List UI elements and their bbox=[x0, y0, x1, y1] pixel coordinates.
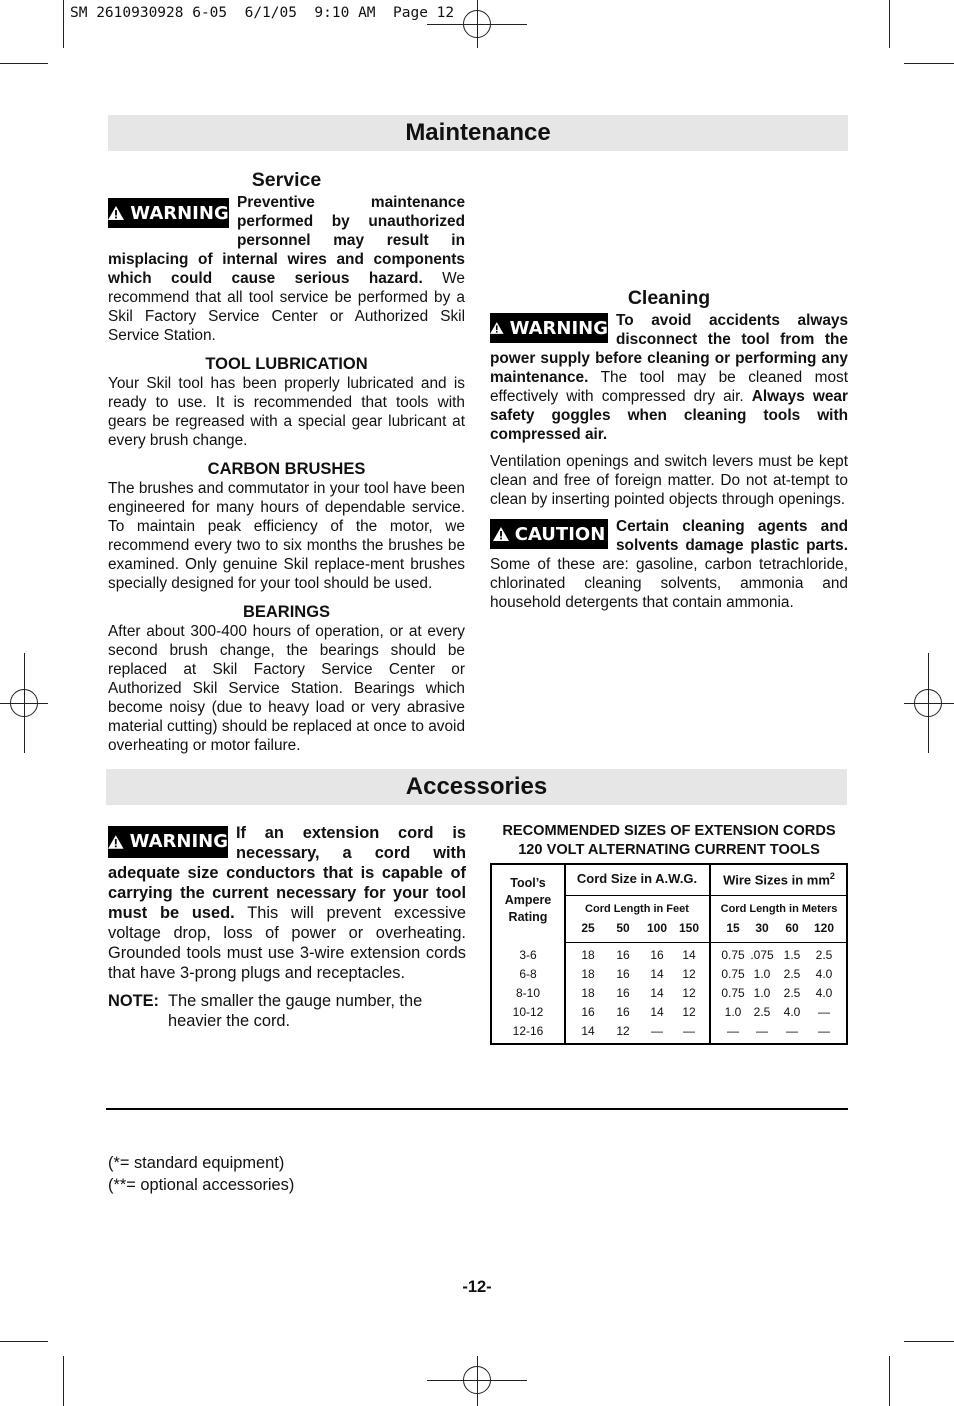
crop-mark bbox=[904, 1341, 954, 1342]
feet-header: Cord Length in Feet bbox=[585, 903, 689, 915]
feet-value: 25 bbox=[581, 921, 595, 935]
caution-warning-text: Certain cleaning agents and solvents damage plastic parts. bbox=[616, 518, 848, 554]
meters-value: 15 bbox=[726, 921, 740, 935]
service-text: We recommend that all tool service be performed by a Skil Factory Service Center or Authorized Skil Service Station. bbox=[108, 270, 465, 344]
mm-cell: 2.5 bbox=[753, 1005, 771, 1019]
awg-cell: 16 bbox=[616, 986, 630, 1000]
mm-cell: — bbox=[786, 1024, 798, 1038]
cleaning-warning-text: To avoid accidents always disconnect the tool from the power supply before cleaning or performing any maintenance. bbox=[490, 312, 848, 386]
awg-cell: 12 bbox=[616, 1024, 630, 1038]
ampere-rating-cell: 12-16 bbox=[512, 1024, 544, 1038]
awg-cell: 16 bbox=[650, 948, 664, 962]
mm-cell: 4.0 bbox=[783, 1005, 801, 1019]
mm-cell: 2.5 bbox=[783, 967, 801, 981]
maintenance-title: Maintenance bbox=[405, 119, 551, 146]
ampere-rating-cell: 10-12 bbox=[512, 1005, 544, 1019]
maintenance-right-column bbox=[490, 286, 848, 612]
crop-mark bbox=[904, 63, 954, 64]
caution-label: CAUTION bbox=[514, 523, 606, 545]
accessories-text: This will prevent excessive voltage drop, loss of power or overheating. Grounded tools must use 3-wire extension cords that have 3-prong plugs and receptacles. bbox=[108, 904, 466, 982]
warning-triangle-icon bbox=[490, 321, 504, 335]
crop-mark bbox=[63, 1356, 64, 1406]
cleaning-text: The tool may be cleaned most effectively with compressed dry air. bbox=[490, 369, 848, 405]
ventilation-text: Ventilation openings and switch levers must be kept clean and free of foreign matter. Do not at-tempt to clean by inserting pointed objects through openings. bbox=[490, 453, 848, 508]
awg-header: Cord Size in A.W.G. bbox=[576, 871, 698, 886]
service-warning-text: Preventive maintenance performed by unauthorized personnel may result in misplacing of internal wires and components which could cause serious hazard. bbox=[108, 194, 465, 287]
warning-badge bbox=[108, 198, 229, 228]
meters-value: 60 bbox=[785, 921, 799, 935]
warning-badge bbox=[108, 826, 228, 858]
mm-cell: 2.5 bbox=[815, 948, 833, 962]
warning-label: WARNING bbox=[129, 831, 228, 852]
table-title-line-2: 120 VOLT ALTERNATING CURRENT TOOLS bbox=[518, 842, 820, 858]
crop-mark bbox=[0, 63, 48, 64]
feet-value: 150 bbox=[678, 921, 700, 935]
feet-value: 50 bbox=[616, 921, 630, 935]
accessories-title: Accessories bbox=[405, 773, 548, 800]
meters-value: 30 bbox=[755, 921, 769, 935]
bearings-text: After about 300-400 hours of operation, or at every second brush change, the bearings should be replaced at Skil Factory Service Center or Authorized Skil Service Station. Bearings which become noisy (due to heavy load or very abrasive material cutting) should be replaced at once to avoid overheating or motor failure. bbox=[108, 623, 465, 754]
awg-cell: 12 bbox=[682, 967, 696, 981]
warning-triangle-icon bbox=[108, 206, 124, 220]
ampere-rating-cell: 6-8 bbox=[519, 967, 537, 981]
cleaning-goggles-text: Always wear safety goggles when cleaning tools with compressed air. bbox=[490, 388, 848, 443]
mm-cell: — bbox=[818, 1005, 830, 1019]
service-paragraph bbox=[108, 193, 465, 345]
accessories-left-column bbox=[108, 823, 466, 1031]
awg-cell: 14 bbox=[650, 986, 664, 1000]
mm-cell: — bbox=[756, 1024, 768, 1038]
awg-cell: 18 bbox=[581, 967, 595, 981]
awg-cell: — bbox=[683, 1024, 695, 1038]
mm-cell: 4.0 bbox=[815, 967, 833, 981]
service-heading: Service bbox=[251, 169, 322, 191]
awg-cell: 14 bbox=[581, 1024, 595, 1038]
awg-cell: 16 bbox=[616, 1005, 630, 1019]
crop-mark bbox=[63, 0, 64, 48]
mm-cell: 0.75 bbox=[721, 967, 745, 981]
note-text: The smaller the gauge number, the heavier the cord. bbox=[168, 992, 423, 1030]
accessories-title-band bbox=[106, 769, 847, 805]
cleaning-paragraph bbox=[490, 311, 848, 444]
warning-label: WARNING bbox=[130, 202, 229, 224]
footnotes bbox=[108, 1152, 294, 1196]
cleaning-heading: Cleaning bbox=[627, 287, 711, 309]
footer-rule bbox=[106, 1108, 848, 1110]
mm-cell: — bbox=[818, 1024, 830, 1038]
print-slug: SM 2610930928 6-05 6/1/05 9:10 AM Page 12 bbox=[70, 5, 455, 21]
mm-cell: 0.75 bbox=[721, 948, 745, 962]
accessories-warning-paragraph bbox=[108, 823, 466, 983]
caution-paragraph bbox=[490, 517, 848, 612]
warning-triangle-icon bbox=[108, 835, 124, 849]
maintenance-title-band bbox=[108, 115, 848, 151]
mm-cell: .075 bbox=[750, 948, 774, 962]
awg-cell: 16 bbox=[616, 948, 630, 962]
caution-text: Some of these are: gasoline, carbon tetrachloride, chlorinated cleaning solvents, ammonia and household detergents that contain ammonia. bbox=[490, 556, 848, 611]
tool-lubrication-heading: TOOL LUBRICATION bbox=[205, 355, 368, 373]
awg-cell: 12 bbox=[682, 1005, 696, 1019]
mm-cell: — bbox=[727, 1024, 739, 1038]
table-title-line-1: RECOMMENDED SIZES OF EXTENSION CORDS bbox=[502, 823, 836, 839]
crop-mark bbox=[889, 0, 890, 48]
ampere-rating-cell: 3-6 bbox=[519, 948, 537, 962]
mm-cell: 0.75 bbox=[721, 986, 745, 1000]
footnote-standard: (*= standard equipment) bbox=[108, 1154, 285, 1172]
carbon-brushes-text: The brushes and commutator in your tool have been engineered for many hours of dependable service. To maintain peak efficiency of the motor, we recommend every two to six months the brushes be examined. Only genuine Skil replace-ment brushes specially designed for your tool should be used. bbox=[108, 480, 465, 592]
awg-cell: 16 bbox=[581, 1005, 595, 1019]
mm-cell: 1.0 bbox=[753, 986, 771, 1000]
awg-cell: 16 bbox=[616, 967, 630, 981]
awg-cell: 12 bbox=[682, 986, 696, 1000]
mm-cell: 2.5 bbox=[783, 986, 801, 1000]
mm-cell: 1.5 bbox=[783, 948, 801, 962]
mm-header bbox=[710, 871, 848, 887]
mm-header-text: Wire Sizes in mm bbox=[723, 872, 830, 888]
caution-badge bbox=[490, 519, 608, 549]
warning-badge bbox=[490, 313, 608, 343]
accessories-warning-text: If an extension cord is necessary, a cord with adequate size conductors that is capable of carrying the current necessary for your tool must be used. bbox=[108, 824, 466, 922]
awg-cell: — bbox=[651, 1024, 663, 1038]
warning-label: WARNING bbox=[509, 317, 608, 339]
crop-mark bbox=[0, 1341, 48, 1342]
ampere-rating-cell: 8-10 bbox=[515, 986, 541, 1000]
mm-cell: 1.0 bbox=[724, 1005, 742, 1019]
mm-cell: 4.0 bbox=[815, 986, 833, 1000]
meters-header: Cord Length in Meters bbox=[720, 903, 838, 915]
mm-header-sup: 2 bbox=[829, 871, 835, 881]
table-title bbox=[490, 822, 848, 860]
awg-cell: 14 bbox=[650, 967, 664, 981]
awg-cell: 18 bbox=[581, 948, 595, 962]
note-label: NOTE: bbox=[108, 992, 159, 1010]
awg-cell: 14 bbox=[682, 948, 696, 962]
carbon-brushes-heading: CARBON BRUSHES bbox=[207, 460, 366, 478]
footnote-optional: (**= optional accessories) bbox=[108, 1176, 295, 1194]
mm-cell: 1.0 bbox=[753, 967, 771, 981]
maintenance-left-column bbox=[108, 168, 465, 755]
page-number: -12- bbox=[462, 1278, 492, 1296]
feet-value: 100 bbox=[646, 921, 668, 935]
warning-triangle-icon bbox=[493, 527, 509, 541]
crop-mark bbox=[889, 1356, 890, 1406]
extension-cord-table bbox=[490, 863, 848, 1045]
meters-value: 120 bbox=[813, 921, 835, 935]
ampere-rating-header: Tool’s Ampere Rating bbox=[504, 876, 552, 924]
awg-cell: 14 bbox=[650, 1005, 664, 1019]
bearings-heading: BEARINGS bbox=[242, 603, 331, 621]
tool-lubrication-text: Your Skil tool has been properly lubricated and is ready to use. It is recommended that tools with gears be regreased with a special gear lubricant at every brush change. bbox=[108, 375, 465, 449]
awg-cell: 18 bbox=[581, 986, 595, 1000]
note bbox=[108, 991, 466, 1031]
